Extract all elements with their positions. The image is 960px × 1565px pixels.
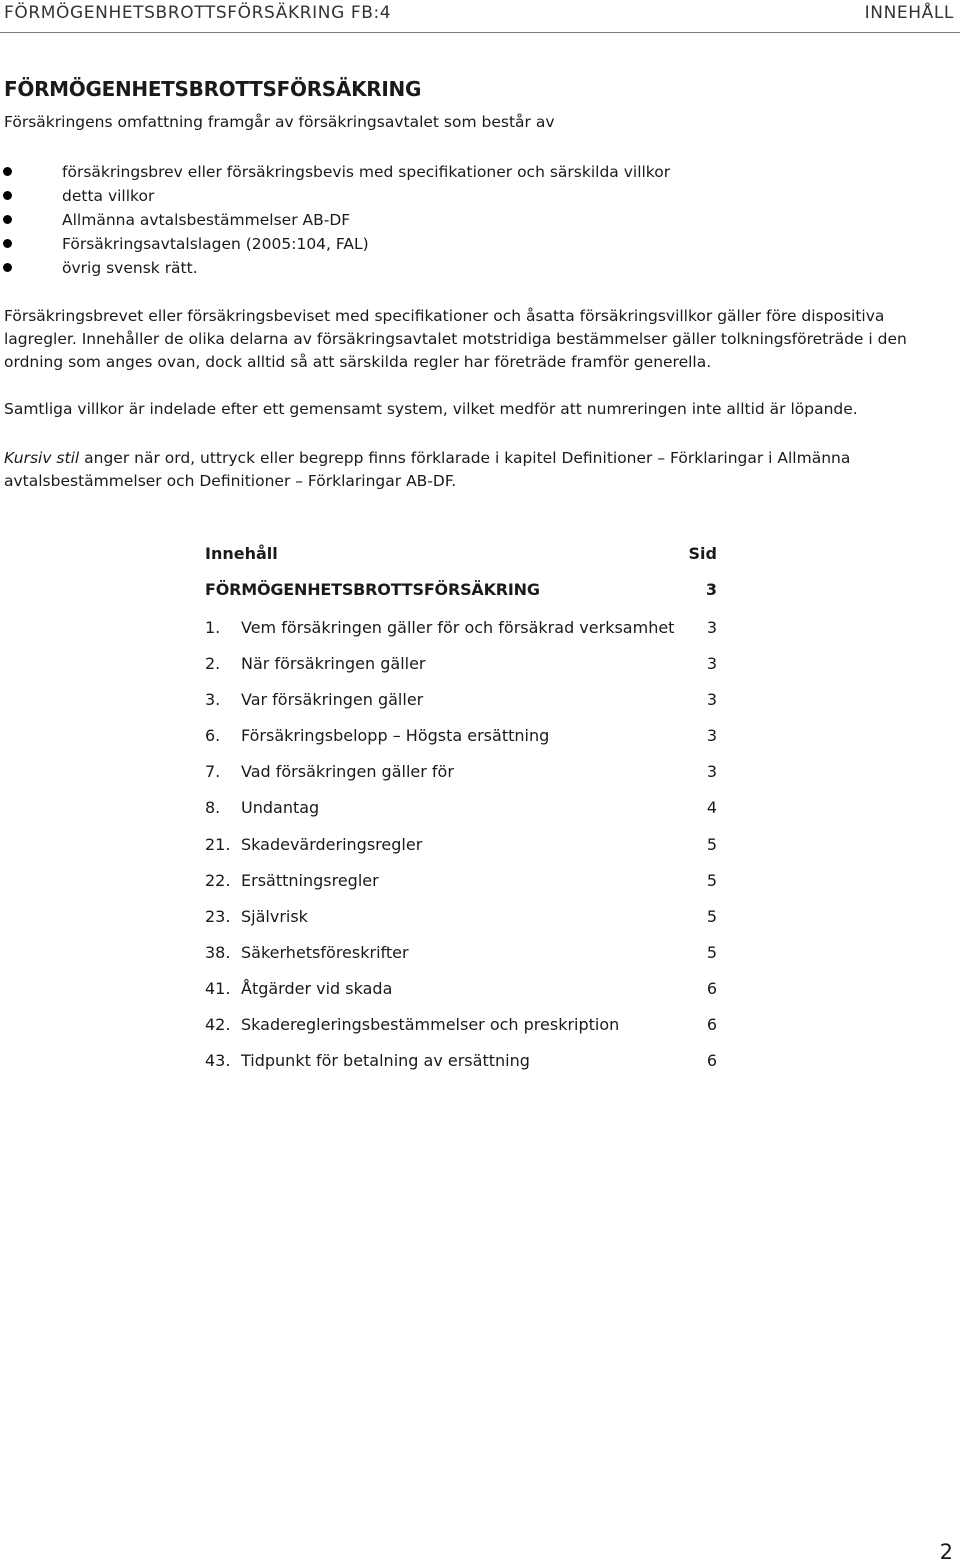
toc-item-page: 5 xyxy=(706,870,717,890)
toc-section-page: 3 xyxy=(705,580,717,599)
intro-text: Försäkringens omfattning framgår av försäkringsavtalet som består av xyxy=(4,113,555,131)
toc-item-label: Skadevärderingsregler xyxy=(241,834,423,854)
toc-item-label: Ersättningsregler xyxy=(241,870,379,890)
toc-item-number: 6. xyxy=(205,726,221,746)
paragraph-numbering: Samtliga villkor är indelade efter ett gemensamt system, vilket medför att numreringen inte alltid är löpande. xyxy=(4,400,858,418)
toc-item-page: 3 xyxy=(706,654,717,674)
italic-term: Kursiv stil xyxy=(4,449,80,467)
toc-item-label: När försäkringen gäller xyxy=(241,654,426,674)
toc-item-number: 38. xyxy=(205,942,231,962)
toc-item-number: 43. xyxy=(205,1051,231,1071)
list-item-text: försäkringsbrev eller försäkringsbevis med specifikationer och särskilda villkor xyxy=(62,163,671,181)
toc-item-label: Försäkringsbelopp – Högsta ersättning xyxy=(241,726,550,746)
toc-item-label: Vad försäkringen gäller för xyxy=(241,762,454,782)
table-of-contents xyxy=(205,540,720,1083)
toc-item-label: Säkerhetsföreskrifter xyxy=(241,942,409,962)
list-item-text: Försäkringsavtalslagen (2005:104, FAL) xyxy=(62,235,369,253)
bullet-icon xyxy=(3,263,12,272)
page-number: 2 xyxy=(939,1540,953,1564)
toc-item-label: Var försäkringen gäller xyxy=(241,690,424,710)
toc-item-number: 23. xyxy=(205,906,231,926)
toc-item-label: Självrisk xyxy=(241,906,308,926)
list-item-text: övrig svensk rätt. xyxy=(62,259,198,277)
toc-row[interactable] xyxy=(205,867,720,903)
toc-item-number: 7. xyxy=(205,762,221,782)
toc-row[interactable] xyxy=(205,794,720,830)
bullet-icon xyxy=(3,215,12,224)
toc-item-page: 5 xyxy=(706,834,717,854)
toc-item-label: Åtgärder vid skada xyxy=(241,978,393,998)
header-document-title: FÖRMÖGENHETSBROTTSFÖRSÄKRING FB:4 xyxy=(4,3,392,23)
toc-item-page: 3 xyxy=(706,726,717,746)
bullet-icon xyxy=(3,191,12,200)
toc-item-number: 22. xyxy=(205,870,231,890)
toc-item-label: Tidpunkt för betalning av ersättning xyxy=(241,1051,530,1071)
paragraph-precedence: Försäkringsbrevet eller försäkringsbeviset med specifikationer och åsatta försäkringsvillkor gäller före dispositiva lagregler. Innehåller de olika delarna av försäkringsavtalet motstridiga bestämmelser gäller tolkningsföreträde i den ordning som anges ovan, dock alltid så att särskilda regler har företräde framför generella. xyxy=(4,307,907,371)
page-title: FÖRMÖGENHETSBROTTSFÖRSÄKRING xyxy=(4,77,422,101)
toc-row[interactable] xyxy=(205,1047,720,1083)
toc-item-page: 3 xyxy=(706,690,717,710)
toc-row[interactable] xyxy=(205,650,720,686)
toc-item-number: 8. xyxy=(205,798,221,818)
toc-row[interactable] xyxy=(205,903,720,939)
toc-row[interactable] xyxy=(205,831,720,867)
toc-item-number: 41. xyxy=(205,978,231,998)
toc-item-page: 6 xyxy=(706,1051,717,1071)
paragraph-italic-note xyxy=(4,447,954,493)
toc-heading: Innehåll xyxy=(205,544,278,563)
toc-item-label: Skaderegleringsbestämmelser och preskription xyxy=(241,1015,620,1035)
toc-item-page: 4 xyxy=(706,798,717,818)
toc-item-number: 2. xyxy=(205,654,221,674)
bullet-icon xyxy=(3,167,12,176)
toc-section-title: FÖRMÖGENHETSBROTTSFÖRSÄKRING xyxy=(205,580,540,599)
toc-page-heading: Sid xyxy=(688,544,717,563)
toc-item-label: Undantag xyxy=(241,798,320,818)
header-section-label: INNEHÅLL xyxy=(864,3,954,23)
toc-item-number: 1. xyxy=(205,618,221,637)
bullet-icon xyxy=(3,239,12,248)
toc-item-page: 5 xyxy=(706,942,717,962)
toc-row[interactable] xyxy=(205,722,720,758)
toc-item-page: 3 xyxy=(706,618,717,637)
toc-item-number: 3. xyxy=(205,690,221,710)
toc-row[interactable] xyxy=(205,1011,720,1047)
toc-item-page: 6 xyxy=(706,978,717,998)
italic-note-text: anger när ord, uttryck eller begrepp finns förklarade i kapitel Definitioner – Förklaringar i Allmänna avtalsbestämmelser och Definitioner – Förklaringar AB-DF. xyxy=(4,449,851,490)
toc-row[interactable] xyxy=(205,939,720,975)
toc-row[interactable] xyxy=(205,758,720,794)
toc-row[interactable] xyxy=(205,975,720,1011)
toc-item-page: 5 xyxy=(706,906,717,926)
page-header xyxy=(0,0,960,33)
toc-row[interactable] xyxy=(205,614,720,650)
toc-item-number: 42. xyxy=(205,1015,231,1035)
toc-row[interactable] xyxy=(205,686,720,722)
toc-header xyxy=(205,540,720,576)
list-item-text: Allmänna avtalsbestämmelser AB-DF xyxy=(62,211,351,229)
list-item-text: detta villkor xyxy=(62,187,155,205)
toc-item-page: 3 xyxy=(706,762,717,782)
toc-item-number: 21. xyxy=(205,834,231,854)
toc-item-page: 6 xyxy=(706,1015,717,1035)
toc-item-label: Vem försäkringen gäller för och försäkrad verksamhet xyxy=(241,618,675,637)
toc-section[interactable] xyxy=(205,576,720,614)
